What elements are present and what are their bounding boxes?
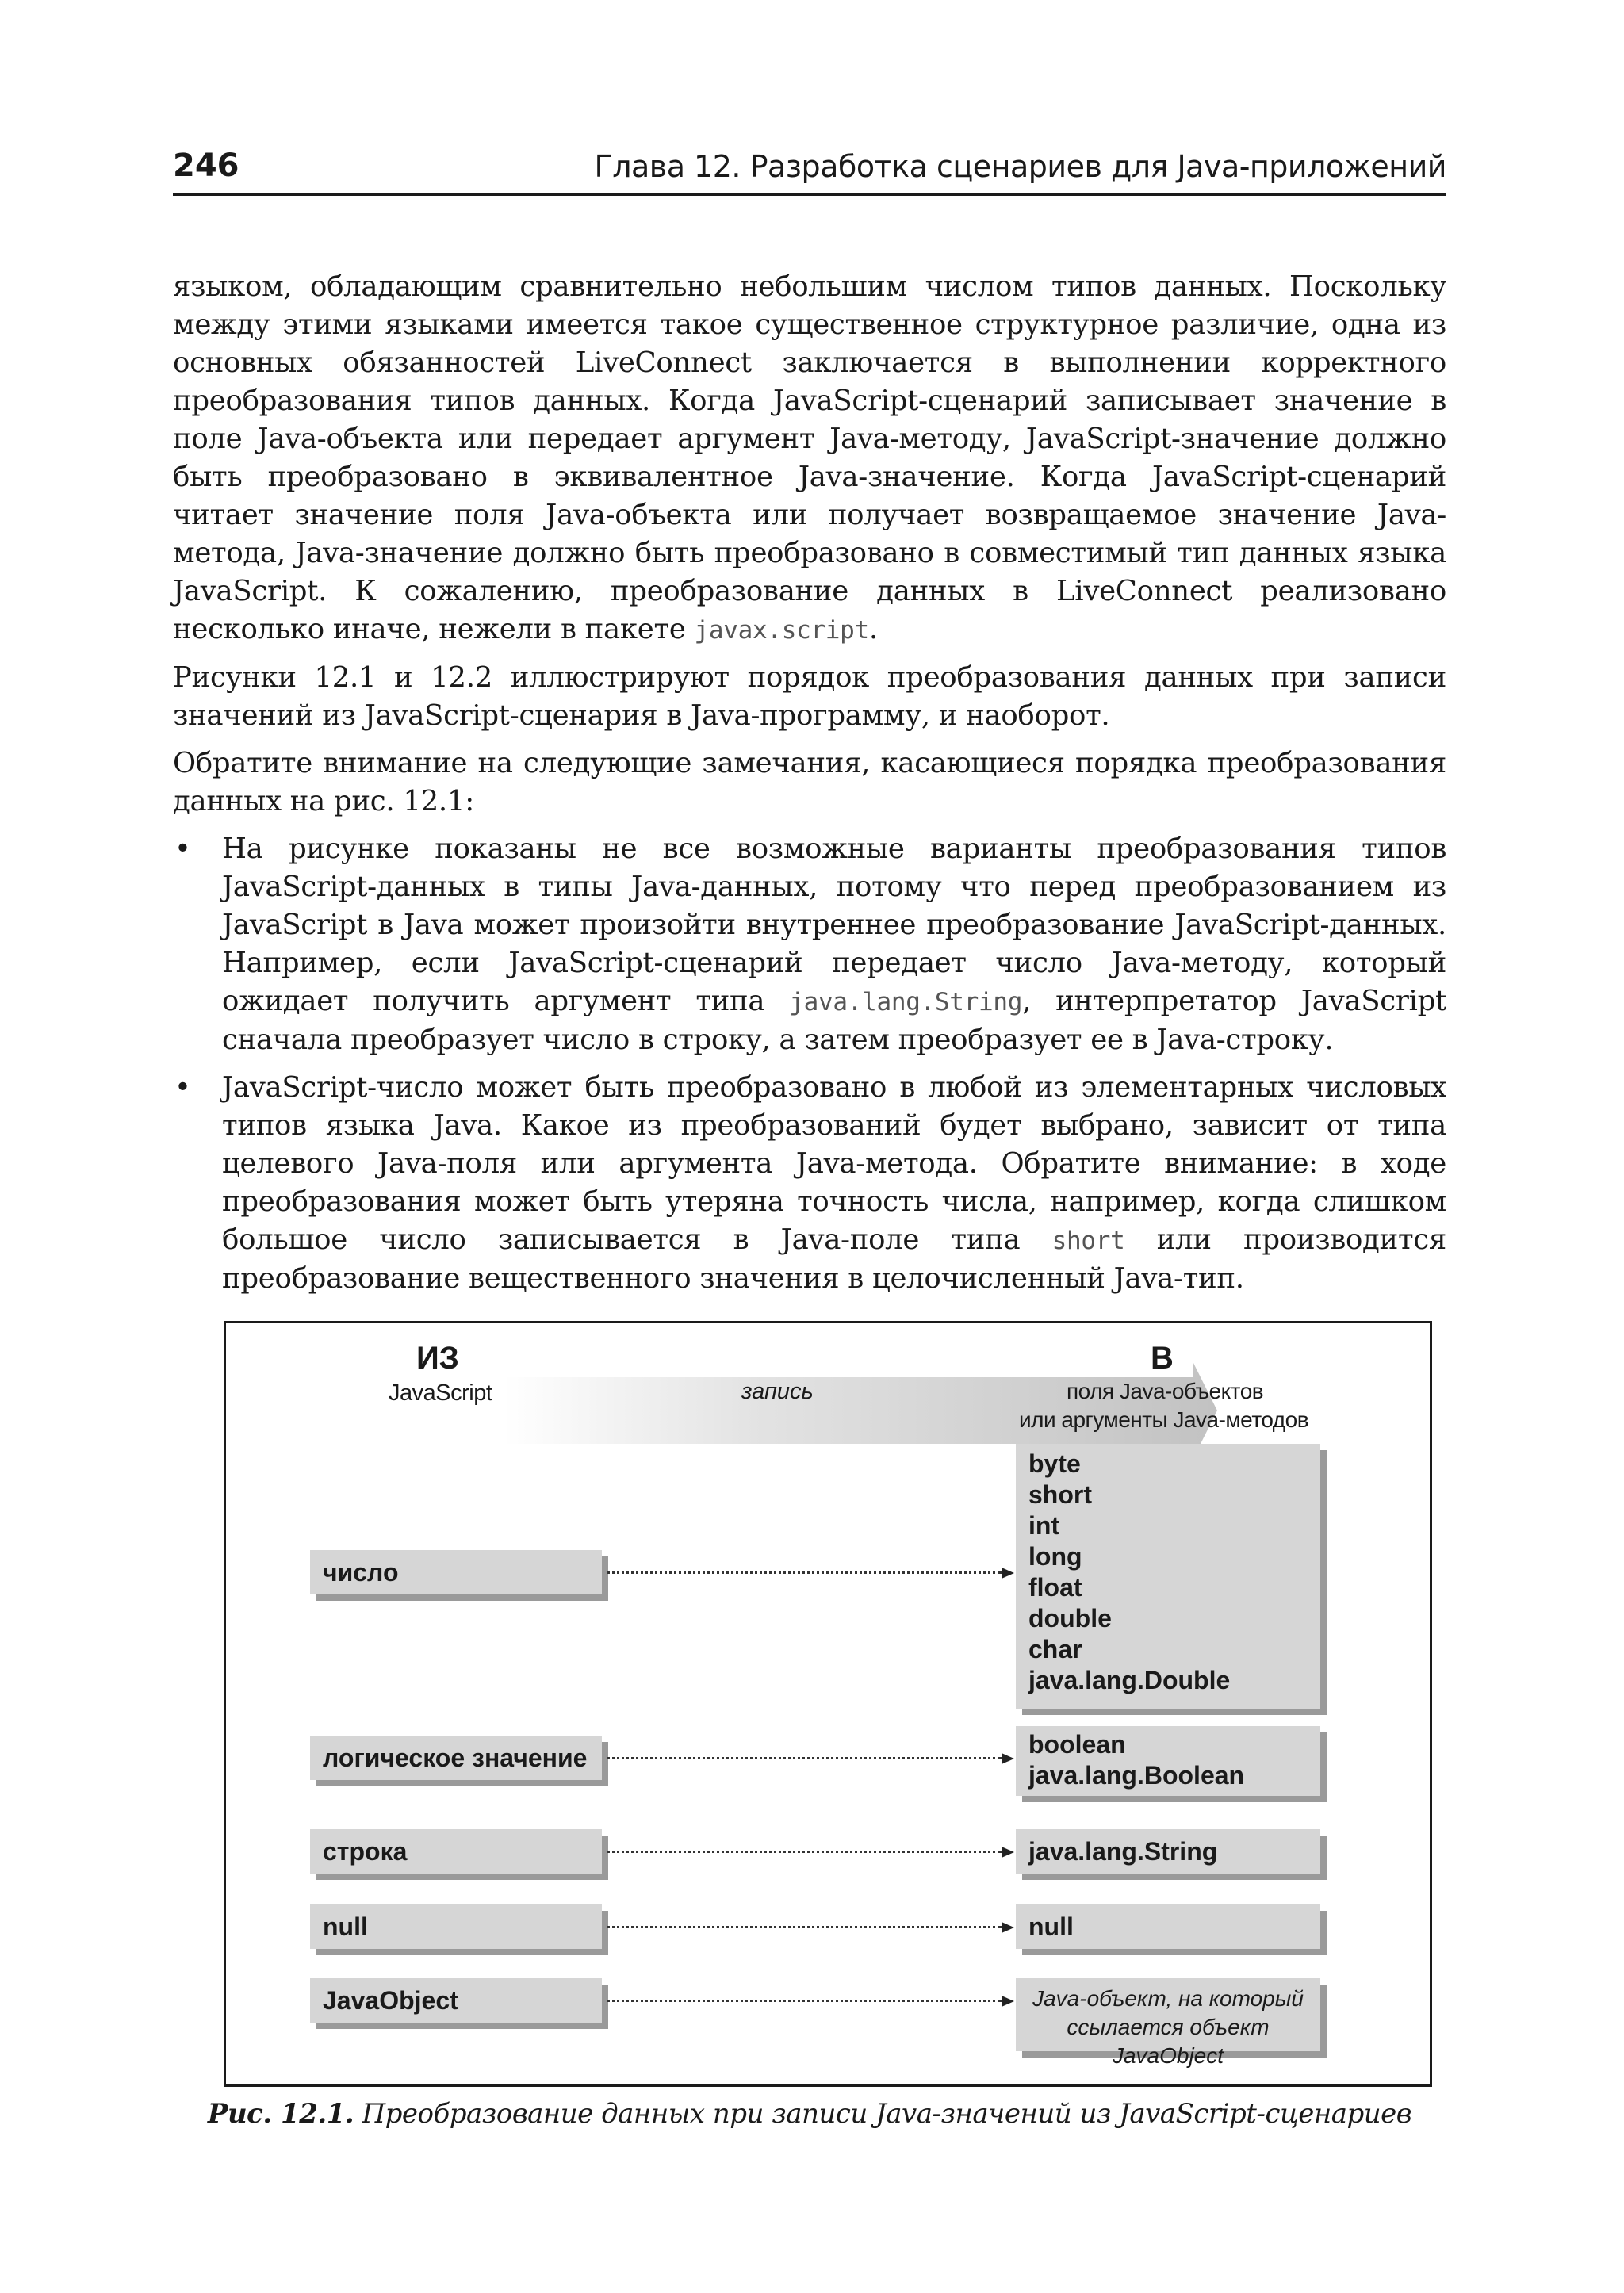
target-item: char (1028, 1635, 1082, 1663)
source-label: строка (323, 1837, 408, 1866)
arrow-label: запись (741, 1379, 814, 1404)
from-subtitle: JavaScript (389, 1380, 492, 1406)
source-box-boolean (310, 1736, 602, 1780)
caption-label: Рис. 12.1. (207, 2098, 354, 2130)
connector-arrowhead (1002, 1753, 1014, 1764)
source-box-javaobject (310, 1978, 602, 2023)
target-box-numeric (1016, 1444, 1320, 1709)
target-box-boolean (1016, 1726, 1320, 1796)
target-item: java.lang.String (1028, 1837, 1218, 1866)
from-title: ИЗ (416, 1341, 459, 1376)
bullet-1-text: На рисунке показаны не все возможные варианты преобразования типов JavaScript-данных в типы Java-данных, потому что перед преобразованием из JavaScript в Java может произойти внутреннее преобразование JavaScript-данных. Например, если JavaScript-сценарий передает число Java-методу, который ожидает получить аргумент типа (222, 833, 1446, 1017)
target-item: ссылается объект JavaObject (1067, 2015, 1270, 2068)
paragraph-1-end: . (868, 613, 878, 645)
paragraph-2: Рисунки 12.1 и 12.2 иллюстрируют порядок преобразования данных при записи значений из JavaScript-сценария в Java-программу, и наоборот. (173, 661, 1446, 732)
bullet-2-text: JavaScript-число может быть преобразовано в любой из элементарных числовых типов языка Java. Какое из преобразований будет выбрано, зависит от типа целевого Java-поля или аргумента Java-метода. Обратите внимание: в ходе преобразования может быть утеряна точность числа, например, когда слишком большое число записывается в Java-поле типа (222, 1071, 1446, 1256)
source-box-null (310, 1904, 602, 1949)
code-javax-script: javax.script (694, 616, 869, 645)
source-label: логическое значение (323, 1744, 588, 1772)
target-list (1028, 1449, 1230, 1696)
code-short: short (1051, 1227, 1125, 1255)
bullet-icon: • (174, 1071, 191, 1104)
figure-12-1 (224, 1321, 1432, 2087)
target-item: Java-объект, на который (1032, 1986, 1304, 2011)
bullet-item-1 (173, 830, 1446, 1059)
target-item: int (1028, 1511, 1060, 1540)
target-item: byte (1028, 1449, 1081, 1478)
connector-arrowhead (1002, 1996, 1014, 2007)
bullet-1-end: , интерпретатор JavaScript сначала преобразует число в строку, а затем преобразует ее в Java-строку. (222, 985, 1446, 1056)
paragraph-3: Обратите внимание на следующие замечания, касающиеся порядка преобразования данных на рис. 12.1: (173, 747, 1446, 817)
target-item: boolean (1028, 1730, 1126, 1759)
paragraph-1 (173, 268, 1446, 649)
connector-arrowhead (1002, 1568, 1014, 1579)
chapter-title: Глава 12. Разработка сценариев для Java-приложений (594, 149, 1446, 184)
source-label: число (323, 1558, 399, 1587)
source-label: JavaObject (323, 1986, 458, 2015)
bullet-list (173, 830, 1446, 1298)
to-subtitle-2: или аргументы Java-методов (1019, 1407, 1309, 1432)
connector-line (607, 2000, 1002, 2002)
source-box-number (310, 1550, 602, 1594)
target-item: short (1028, 1480, 1092, 1509)
to-title: В (1151, 1341, 1174, 1376)
target-box-javaobject (1016, 1978, 1320, 2068)
page-number: 246 (173, 147, 239, 184)
target-item: long (1028, 1542, 1082, 1571)
bullet-item-2 (173, 1069, 1446, 1298)
connector-line (607, 1851, 1002, 1853)
body-text (173, 268, 1446, 1307)
connector-arrowhead (1002, 1922, 1014, 1933)
target-item: java.lang.Double (1028, 1666, 1231, 1694)
bullet-2-end: или производится преобразование вещественного значения в целочисленный Java-тип. (222, 1223, 1446, 1295)
connector-line (607, 1926, 1002, 1928)
target-box-null (1016, 1904, 1320, 1949)
caption-text: Преобразование данных при записи Java-значений из JavaScript-сценариев (354, 2098, 1412, 2130)
to-subtitle-1: поля Java-объектов (1067, 1379, 1264, 1403)
target-item: java.lang.Boolean (1028, 1761, 1245, 1790)
target-item: double (1028, 1604, 1112, 1633)
connector-line (607, 1571, 1002, 1574)
source-box-string (310, 1829, 602, 1874)
figure-caption (173, 2098, 1446, 2130)
source-label: null (323, 1912, 368, 1941)
target-item: null (1028, 1912, 1074, 1941)
paragraph-1-text: языком, обладающим сравнительно небольшим числом типов данных. Поскольку между этими языками имеется такое существенное структурное различие, одна из основных обязанностей LiveConnect заключается в выполнении корректного преобразования типов данных. Когда JavaScript-сценарий записывает значение в поле Java-объекта или передает аргумент Java-методу, JavaScript-значение должно быть преобразовано в эквивалентное Java-значение. Когда JavaScript-сценарий читает значение поля Java-объекта или получает возвращаемое значение Java-метода, Java-значение должно быть преобразовано в совместимый тип данных языка JavaScript. К сожалению, преобразование данных в LiveConnect реализовано несколько иначе, нежели в пакете (173, 270, 1446, 645)
target-box-string (1016, 1829, 1320, 1874)
target-item: float (1028, 1573, 1082, 1602)
target-list (1027, 1985, 1309, 2070)
target-list (1028, 1729, 1244, 1791)
connector-arrowhead (1002, 1847, 1014, 1858)
running-header (173, 143, 1446, 196)
bullet-icon: • (174, 833, 191, 865)
connector-line (607, 1757, 1002, 1759)
code-java-lang-string: java.lang.String (789, 988, 1023, 1016)
